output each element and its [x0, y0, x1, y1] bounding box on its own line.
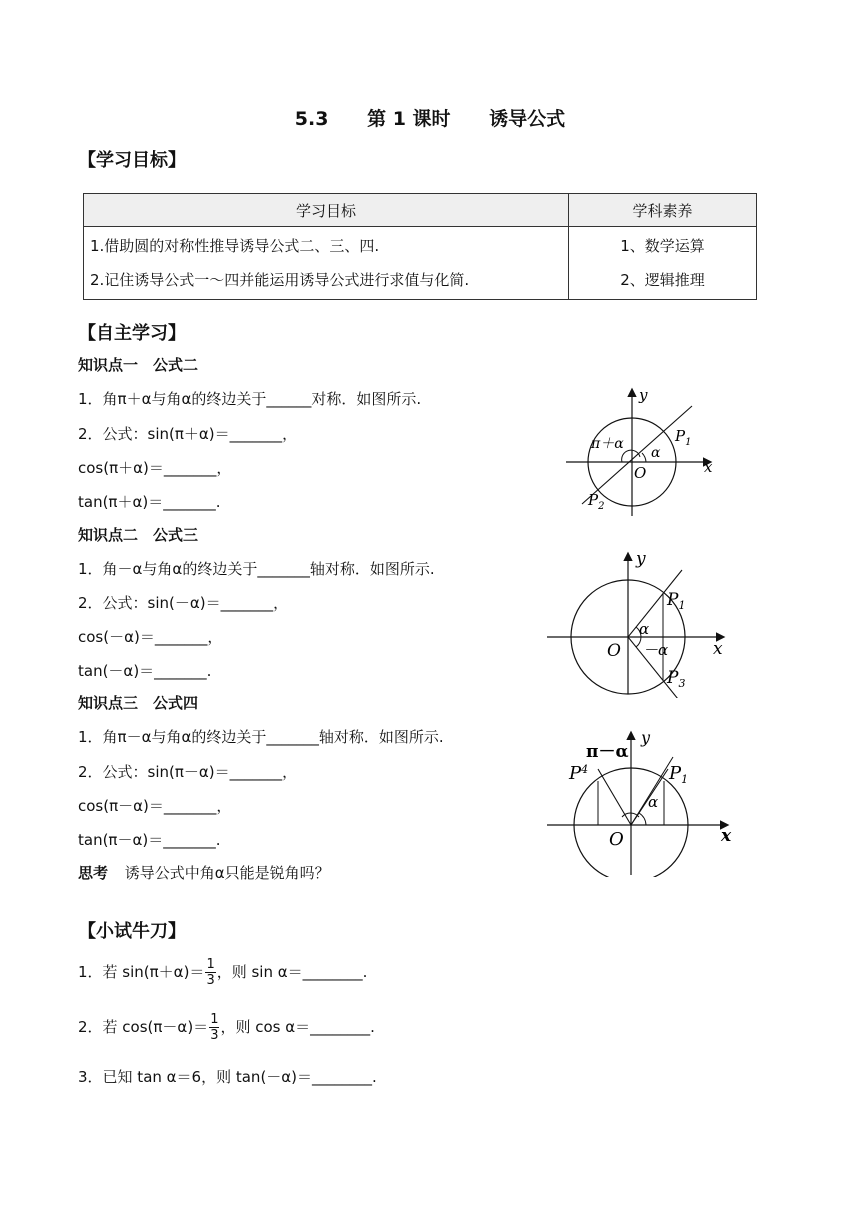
x-label: x [704, 458, 713, 476]
p1-letter: P [669, 763, 682, 784]
p4-subscript: 4 [581, 763, 589, 776]
kp3-title: 知识点三 公式四 [78, 694, 199, 712]
q1-suffix: ，则 sin α＝________. [216, 963, 368, 981]
literacy-2: 2、逻辑推理 [620, 271, 705, 289]
think-text: 诱导公式中角α只能是锐角吗？ [124, 864, 330, 882]
y-label: y [636, 549, 646, 569]
fraction-denominator: 3 [206, 973, 215, 988]
practice-q3: 3．已知 tan α＝6，则 tan(－α)＝________. [78, 1068, 377, 1086]
neg-alpha-label: －α [643, 641, 669, 659]
figure-pi-minus-alpha [543, 727, 743, 877]
origin-label: O [607, 641, 621, 661]
lesson-label: 第 1 课时 [367, 108, 451, 130]
kp3-line1: 1．角π－α与角α的终边关于_______轴对称．如图所示. [78, 728, 444, 746]
fraction-numerator: 1 [210, 1012, 219, 1027]
y-label: y [641, 728, 651, 747]
goals-table [83, 193, 757, 300]
kp1-line4: tan(π＋α)＝_______. [78, 493, 221, 511]
practice-q2 [78, 1012, 375, 1043]
think-label: 思考 [78, 864, 109, 882]
pi-plus-alpha-label: π＋α [591, 436, 624, 452]
p4-label [568, 763, 588, 784]
self-study-heading: 【自主学习】 [78, 323, 186, 344]
pi-minus-alpha-label: π－α [586, 742, 629, 762]
goals-table-header [84, 194, 757, 227]
p3-subscript: 3 [678, 677, 686, 690]
kp2-line3: cos(－α)＝_______， [78, 628, 223, 646]
p1-subscript: 1 [681, 773, 689, 786]
p3-letter: P [667, 668, 679, 688]
figure-negative-alpha [543, 548, 743, 698]
p1-subscript: 1 [685, 437, 692, 448]
p2-letter: P [588, 491, 599, 509]
kp1-title: 知识点一 公式二 [78, 356, 199, 374]
kp2-line4: tan(－α)＝_______. [78, 662, 212, 680]
angle-arc-alpha [642, 453, 646, 462]
page-title [0, 104, 860, 131]
q2-suffix: ，则 cos α＝________. [220, 1018, 375, 1036]
header-literacy: 学科素养 [569, 194, 757, 227]
terminal-side-pi-minus-alpha [598, 769, 631, 825]
objectives-cell [84, 227, 569, 300]
origin-label: O [609, 829, 624, 850]
kp2-line2: 2．公式：sin(－α)＝_______， [78, 594, 289, 612]
origin-label: O [634, 464, 647, 482]
header-goals: 学习目标 [84, 194, 569, 227]
q1-prefix: 1．若 sin(π＋α)＝ [78, 963, 205, 981]
p2-subscript: 2 [598, 501, 605, 512]
p1-letter: P [675, 427, 686, 445]
p1-label [666, 590, 685, 612]
q2-prefix: 2．若 cos(π－α)＝ [78, 1018, 209, 1036]
p1-label [674, 427, 691, 448]
kp1-line3: cos(π＋α)＝_______， [78, 459, 232, 477]
fraction-one-third [209, 1012, 219, 1043]
angle-arc-alpha [639, 813, 646, 825]
objective-2: 2.记住诱导公式一～四并能运用诱导公式进行求值与化简. [90, 271, 470, 289]
p1-letter: P [667, 590, 679, 610]
literacy-cell [569, 227, 757, 300]
kp2-title: 知识点二 公式三 [78, 526, 199, 544]
alpha-label: α [651, 445, 661, 461]
goals-table-row [84, 227, 757, 300]
p1-subscript: 1 [678, 599, 686, 612]
x-label: x [713, 639, 723, 659]
kp3-line4: tan(π－α)＝_______. [78, 831, 221, 849]
fraction-denominator: 3 [210, 1028, 219, 1043]
objective-1: 1.借助圆的对称性推导诱导公式二、三、四. [90, 237, 380, 255]
kp3-line3: cos(π－α)＝_______， [78, 797, 232, 815]
p1-label [668, 763, 688, 786]
section-number: 5.3 [294, 108, 329, 130]
goals-heading: 【学习目标】 [78, 150, 186, 171]
x-label: x [721, 826, 732, 846]
think-question [78, 862, 330, 883]
kp2-line1: 1．角－α与角α的终边关于_______轴对称．如图所示. [78, 560, 435, 578]
kp1-line2: 2．公式：sin(π＋α)＝_______， [78, 425, 298, 443]
p3-label [666, 668, 685, 690]
angle-arc-neg-alpha [636, 637, 641, 647]
literacy-1: 1、数学运算 [620, 237, 705, 255]
alpha-label: α [639, 620, 650, 638]
topic-label: 诱导公式 [489, 108, 566, 130]
fraction-one-third [205, 957, 215, 988]
kp1-line1: 1．角π＋α与角α的终边关于______对称．如图所示. [78, 390, 422, 408]
practice-q1 [78, 957, 367, 988]
alpha-label: α [648, 793, 659, 811]
figure-pi-plus-alpha [560, 384, 730, 520]
kp3-line2: 2．公式：sin(π－α)＝_______， [78, 763, 298, 781]
y-label: y [639, 386, 648, 404]
fraction-numerator: 1 [206, 957, 215, 972]
practice-heading: 【小试牛刀】 [78, 921, 186, 942]
p4-letter: P [569, 763, 582, 784]
